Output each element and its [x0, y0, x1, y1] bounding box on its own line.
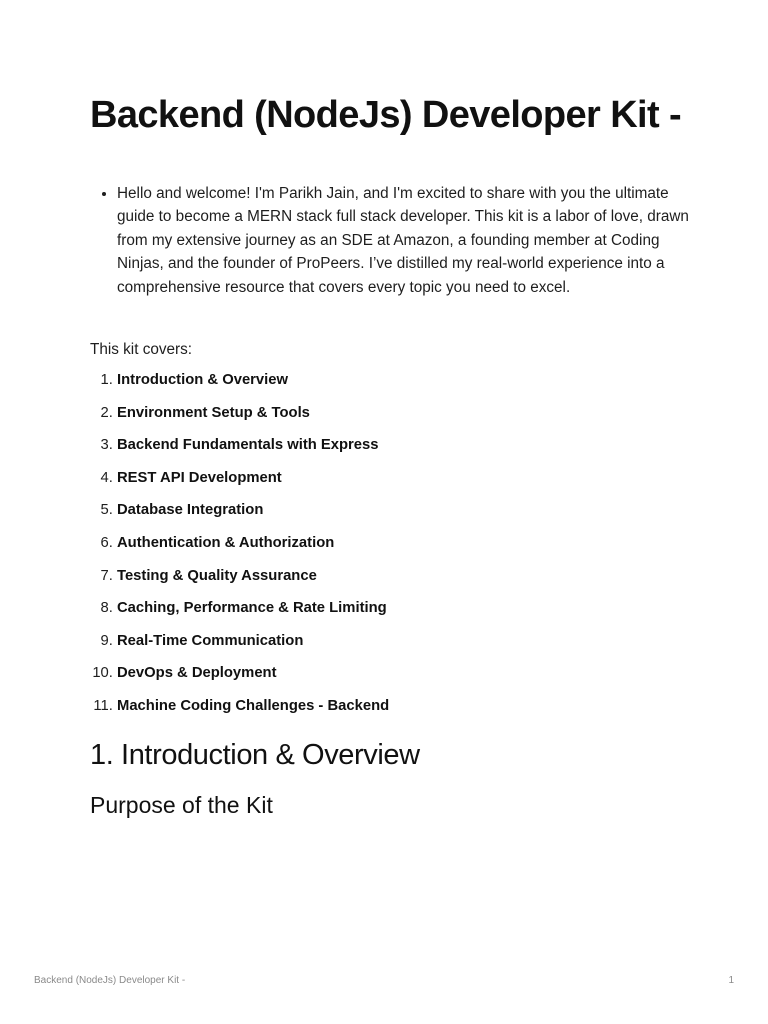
document-page — [90, 92, 690, 820]
section-heading: 1. Introduction & Overview — [90, 738, 420, 771]
intro-bullet-list — [90, 182, 690, 299]
toc-item: 1. Introduction & Overview — [117, 370, 690, 391]
page-footer — [34, 974, 734, 988]
toc-item: 11. Machine Coding Challenges - Backend — [117, 696, 690, 717]
table-of-contents — [90, 370, 690, 717]
subsection-heading: Purpose of the Kit — [90, 791, 273, 818]
toc-item: 3. Backend Fundamentals with Express — [117, 435, 690, 456]
kit-covers-label: This kit covers: — [90, 341, 192, 359]
toc-item: 8. Caching, Performance & Rate Limiting — [117, 598, 690, 619]
toc-item: 7. Testing & Quality Assurance — [117, 566, 690, 587]
toc-item: 4. REST API Development — [117, 468, 690, 489]
toc-item: 2. Environment Setup & Tools — [117, 403, 690, 424]
toc-item: 9. Real-Time Communication — [117, 631, 690, 652]
toc-item: 6. Authentication & Authorization — [117, 533, 690, 554]
footer-title: Backend (NodeJs) Developer Kit - — [34, 975, 186, 986]
toc-item: 10. DevOps & Deployment — [117, 663, 690, 684]
document-title: Backend (NodeJs) Developer Kit - — [90, 94, 682, 136]
page-number: 1 — [728, 975, 734, 986]
toc-item: 5. Database Integration — [117, 500, 690, 521]
intro-bullet: • Hello and welcome! I'm Parikh Jain, and I'm excited to share with you the ultimate guide to become a MERN stack full stack developer. This kit is a labor of love, drawn from my extensive journey as an SDE at Amazon, a founding member at Coding Ninjas, and the founder of ProPeers. I’ve distilled my real-world experience into a comprehensive resource that covers every topic you need to excel. — [117, 182, 690, 299]
